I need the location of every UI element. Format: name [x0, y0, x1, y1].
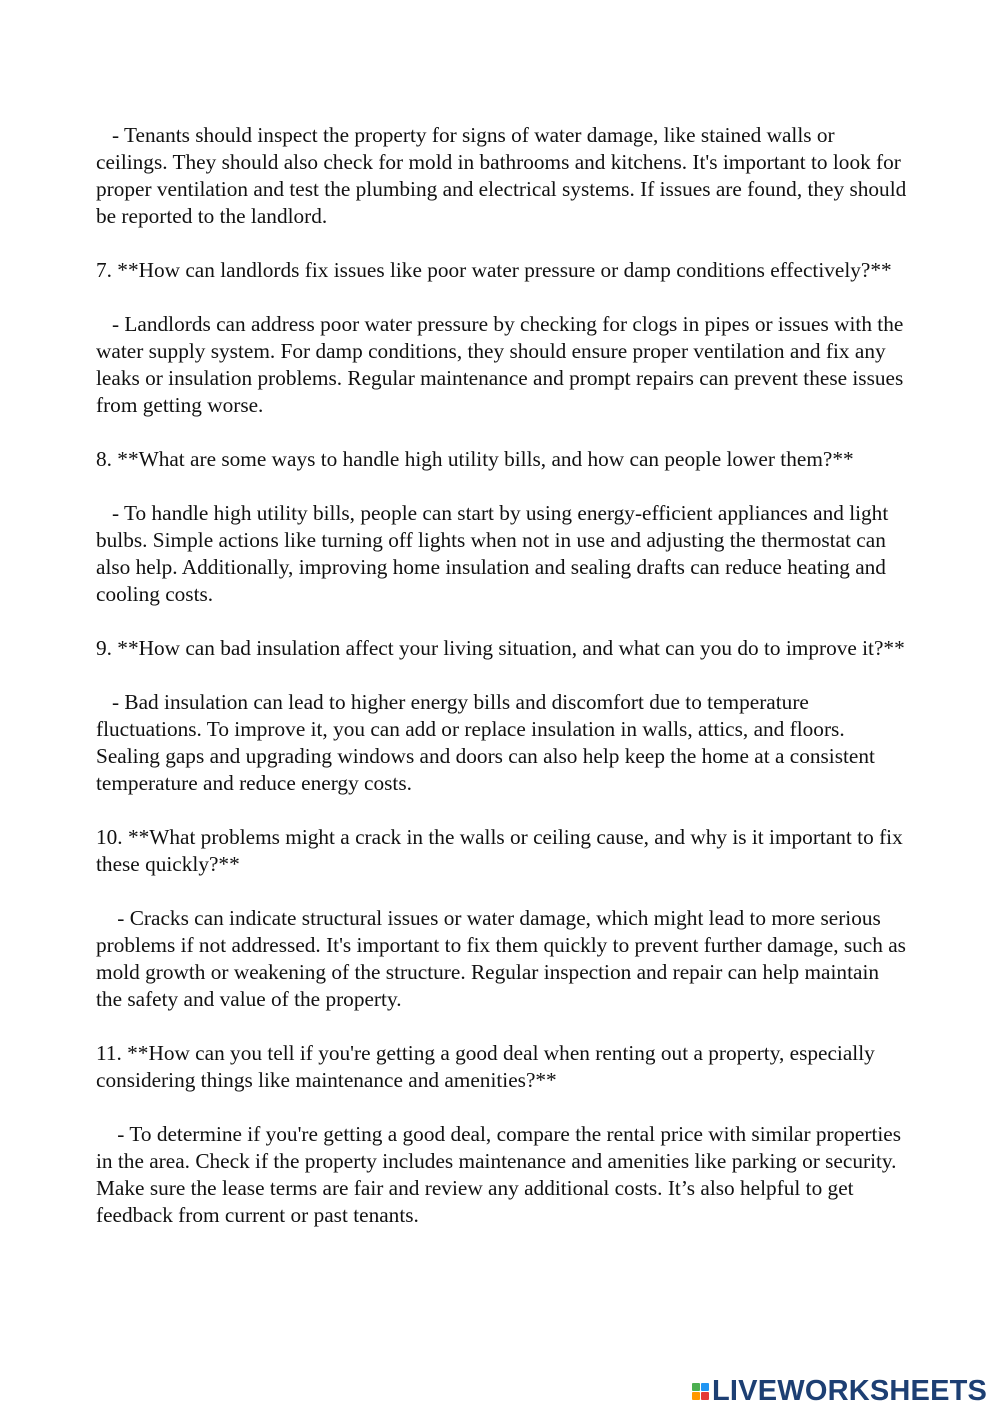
logo-square-icon — [692, 1392, 700, 1400]
liveworksheets-logo — [692, 1376, 987, 1406]
logo-square-icon — [701, 1392, 709, 1400]
question-paragraph: 9. **How can bad insulation affect your living situation, and what can you do to improve it?** — [96, 636, 905, 660]
answer-paragraph: - To handle high utility bills, people can start by using energy-efficient appliances and light bulbs. Simple actions like turning off lights when not in use and adjusting the thermostat can also help. Additionally, improving home insulation and sealing drafts can reduce heating and cooling costs. — [96, 501, 894, 606]
answer-paragraph: - Tenants should inspect the property for signs of water damage, like stained walls or ceilings. They should also check for mold in bathrooms and kitchens. It's important to look for proper ventilation and test the plumbing and electrical systems. If issues are found, they should be reported to the landlord. — [96, 123, 912, 228]
logo-text: LIVEWORKSHEETS — [712, 1375, 988, 1407]
question-paragraph: 11. **How can you tell if you're getting a good deal when renting out a property, especially considering things like maintenance and amenities?** — [96, 1041, 881, 1092]
logo-square-icon — [692, 1383, 700, 1391]
document-body — [96, 122, 912, 1256]
answer-paragraph: - Landlords can address poor water pressure by checking for clogs in pipes or issues with the water supply system. For damp conditions, they should ensure proper ventilation and fix any leaks or insulation problems. Regular maintenance and prompt repairs can prevent these issues from getting worse. — [96, 312, 909, 417]
answer-paragraph: - Bad insulation can lead to higher energy bills and discomfort due to temperature fluctuations. To improve it, you can add or replace insulation in walls, attics, and floors. Sealing gaps and upgrading windows and doors can also help keep the home at a consistent temperature and reduce energy costs. — [96, 690, 881, 795]
answer-paragraph: - Cracks can indicate structural issues or water damage, which might lead to more serious problems if not addressed. It's important to fix them quickly to prevent further damage, such as mold growth or weakening of the structure. Regular inspection and repair can help maintain the safety and value of the property. — [96, 906, 912, 1011]
question-paragraph: 8. **What are some ways to handle high utility bills, and how can people lower them?** — [96, 447, 854, 471]
question-paragraph: 7. **How can landlords fix issues like poor water pressure or damp conditions effectively?** — [96, 258, 892, 282]
question-paragraph: 10. **What problems might a crack in the walls or ceiling cause, and why is it important to fix these quickly?** — [96, 825, 909, 876]
logo-square-icon — [701, 1383, 709, 1391]
answer-paragraph: - To determine if you're getting a good deal, compare the rental price with similar properties in the area. Check if the property includes maintenance and amenities like parking or security. Make sure the lease terms are fair and review any additional costs. It’s also helpful to get feedback from current or past tenants. — [96, 1122, 907, 1227]
logo-mark-icon — [692, 1383, 709, 1400]
